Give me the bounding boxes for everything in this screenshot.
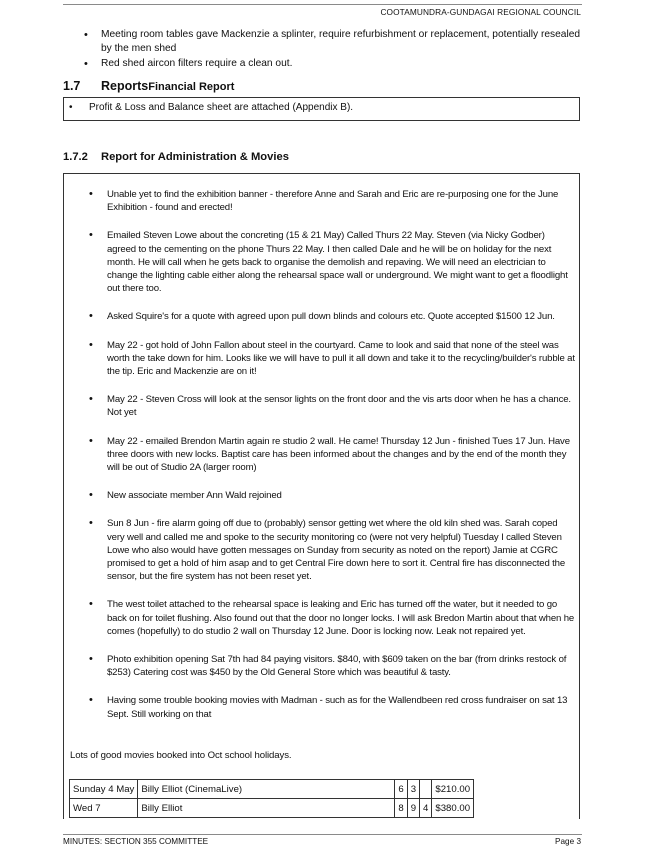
list-item: • Sun 8 Jun - fire alarm going off due to (probably) sensor getting wet where the old kiln shed was. Sarah coped very well and called me and spoke to the security monitoring co (were not very helpful) Tuesday I called Steven Lowe who also would have gotten messages on Sunday from security as noted on the report) Jamie at CGRC promised to get a hold of him asap and to get Central Fire down here to sort it. Central fire has disconnected the sensor, but the fire system has not been reset yet. xyxy=(88,517,576,583)
list-item: • May 22 - Steven Cross will look at the sensor lights on the front door and the vis arts door when he has a chance. Not yet xyxy=(88,393,576,419)
admin-item-list xyxy=(88,188,576,736)
cell-film: Billy Elliot xyxy=(138,799,395,818)
list-item: • Photo exhibition opening Sat 7th had 84 paying visitors. $840, with $609 taken on the bar (from drinks restock of $253) Catering cost was $450 by the Old General Store which was beautiful & tasty. xyxy=(88,653,576,679)
list-item: • Red shed aircon filters require a clean out. xyxy=(82,57,582,71)
financial-report-text: Profit & Loss and Balance sheet are attached (Appendix B). xyxy=(89,102,354,113)
section-title: Reports xyxy=(101,79,149,93)
list-item: • May 22 - got hold of John Fallon about steel in the courtyard. Came to look and said that none of the steel was worth the take down for him. Looks like we will have to pull it all down and take it to the recycling/builder's rubble at the tip. Eric and Mackenzie are on it! xyxy=(88,339,576,379)
movies-table xyxy=(69,779,474,818)
cell-count-c: 4 xyxy=(420,799,432,818)
cell-count-a: 8 xyxy=(395,799,407,818)
cell-amount: $380.00 xyxy=(432,799,474,818)
cell-date: Wed 7 xyxy=(70,799,138,818)
section-number: 1.7.2 xyxy=(63,151,88,163)
top-bullet-list xyxy=(82,28,582,72)
footer-title: MINUTES: SECTION 355 COMMITTEE xyxy=(63,837,209,846)
section-number: 1.7 xyxy=(63,79,81,93)
financial-report-box xyxy=(63,97,580,121)
cell-film: Billy Elliot (CinemaLive) xyxy=(138,780,395,799)
cell-count-a: 6 xyxy=(395,780,407,799)
closing-note: Lots of good movies booked into Oct school holidays. xyxy=(70,750,292,761)
list-item: • Emailed Steven Lowe about the concreting (15 & 21 May) Called Thurs 22 May. Steven (via Nicky Godber) agreed to the cementing on the phone Thurs 22 May. I then called Dale and he will be on holiday for the next month. He will call when he gets back to organise the demolish and repaving. We will need an electrician to change the lighting cable either along the rehearsal space wall or underground. We might want to get a floodlight out there too. xyxy=(88,229,576,295)
section-subtitle: Financial Report xyxy=(148,81,235,93)
bullet-glyph: • xyxy=(69,102,73,113)
cell-count-c xyxy=(420,780,432,799)
council-name: COOTAMUNDRA-GUNDAGAI REGIONAL COUNCIL xyxy=(380,7,581,17)
header-rule xyxy=(63,4,582,5)
list-item: • Unable yet to find the exhibition banner - therefore Anne and Sarah and Eric are re-purposing one for the June Exhibition - found and erected! xyxy=(88,188,576,214)
cell-count-b: 3 xyxy=(407,780,419,799)
cell-count-b: 9 xyxy=(407,799,419,818)
list-item: • Meeting room tables gave Mackenzie a splinter, require refurbishment or replacement, potentially resealed by the men shed xyxy=(82,28,582,56)
section-title: Report for Administration & Movies xyxy=(101,151,289,163)
table-row xyxy=(70,780,474,799)
list-item: • Asked Squire's for a quote with agreed upon pull down blinds and colours etc. Quote accepted $1500 12 Jun. xyxy=(88,310,576,323)
section-heading-1-7-2 xyxy=(63,151,289,163)
section-heading-1-7 xyxy=(63,79,234,93)
list-item: • The west toilet attached to the rehearsal space is leaking and Eric has turned off the water, but it needed to go back on for toilet flushing. Also found out that the door no longer locks. I will ask Bredon Martin about that when he comes (hopefully) to do studio 2 wall on Thursday 12 June. Door is locking now. Leak not repaired yet. xyxy=(88,598,576,638)
cell-date: Sunday 4 May xyxy=(70,780,138,799)
footer-rule xyxy=(63,834,582,835)
page-number: Page 3 xyxy=(555,837,581,846)
table-row xyxy=(70,799,474,818)
list-item: • May 22 - emailed Brendon Martin again re studio 2 wall. He came! Thursday 12 Jun - finished Tues 17 Jun. Have three doors with new locks. Baptist care has been informed about the changes and by the end of the month they will be out of Studio 2A (larger room) xyxy=(88,435,576,475)
cell-amount: $210.00 xyxy=(432,780,474,799)
list-item: • Having some trouble booking movies with Madman - such as for the Wallendbeen red cross fundraiser on sat 13 Sept. Still working on that xyxy=(88,694,576,720)
list-item: • New associate member Ann Wald rejoined xyxy=(88,489,576,502)
